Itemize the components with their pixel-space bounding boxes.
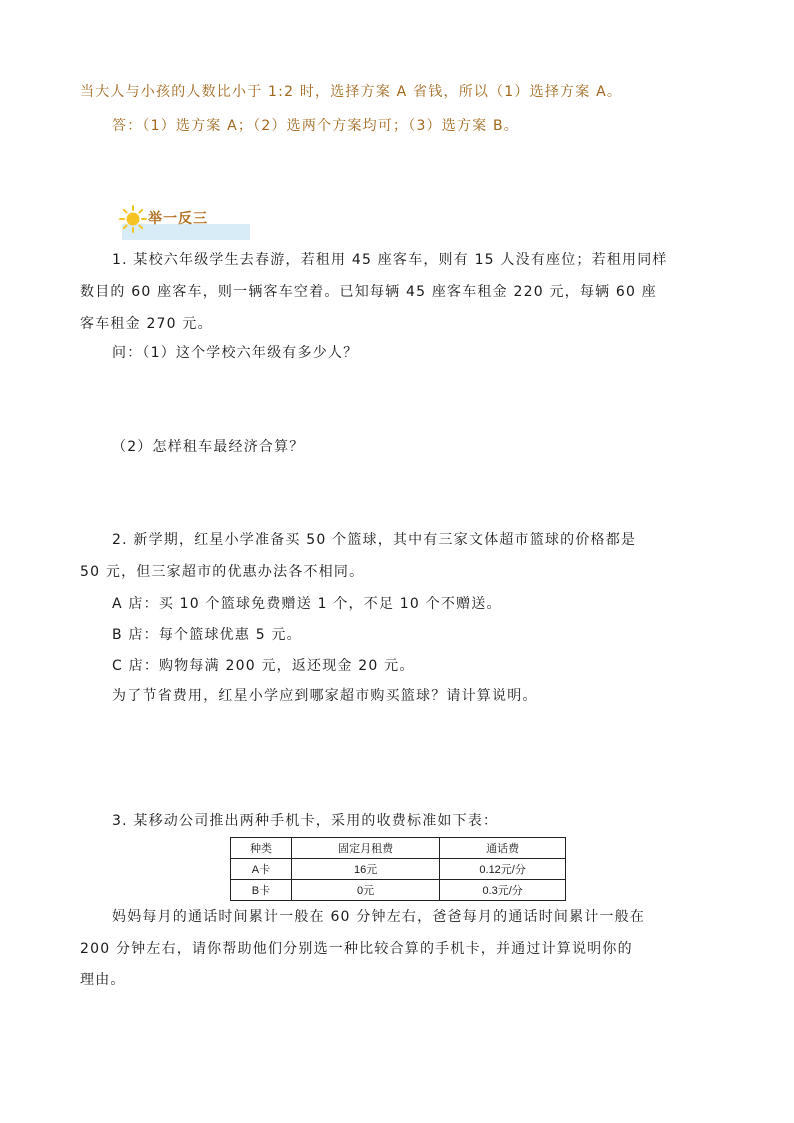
answer-line-1: 当大人与小孩的人数比小于 1:2 时，选择方案 A 省钱，所以（1）选择方案 A。 xyxy=(80,84,623,100)
problem3-line-2: 200 分钟左右，请你帮助他们分别选一种比较合算的手机卡，并通过计算说明你的 xyxy=(80,941,633,957)
table-cell: A卡 xyxy=(231,859,292,880)
problem2-question: 为了节省费用，红星小学应到哪家超市购买篮球？请计算说明。 xyxy=(112,688,538,704)
problem3-line-3: 理由。 xyxy=(80,972,126,988)
table-header-row xyxy=(231,838,566,859)
problem1-question-2: （2）怎样租车最经济合算？ xyxy=(112,439,305,455)
problem3-line-1: 妈妈每月的通话时间累计一般在 60 分钟左右，爸爸每月的通话时间累计一般在 xyxy=(112,909,646,925)
problem2-line-1: 2. 新学期，红星小学准备买 50 个篮球，其中有三家文体超市篮球的价格都是 xyxy=(112,532,637,548)
problem1-line-3: 客车租金 270 元。 xyxy=(80,316,213,332)
table-cell: 16元 xyxy=(291,859,439,880)
problem2-shop-c: C 店：购物每满 200 元，返还现金 20 元。 xyxy=(112,658,415,674)
table-header: 通话费 xyxy=(440,838,566,859)
table-cell: 0.12元/分 xyxy=(440,859,566,880)
banner-title: 举一反三 xyxy=(148,211,208,227)
problem2-line-2: 50 元，但三家超市的优惠办法各不相同。 xyxy=(80,564,365,580)
practice-banner xyxy=(118,204,250,240)
problem2-shop-b: B 店：每个篮球优惠 5 元。 xyxy=(112,627,302,643)
sun-icon xyxy=(118,204,148,234)
table-row xyxy=(231,880,566,901)
table-cell: 0元 xyxy=(291,880,439,901)
problem1-question-1: 问：（1）这个学校六年级有多少人？ xyxy=(112,345,359,361)
problem1-line-2: 数目的 60 座客车，则一辆客车空着。已知每辆 45 座客车租金 220 元，每辆 60 座 xyxy=(80,284,657,300)
table-header: 固定月租费 xyxy=(291,838,439,859)
table-cell: 0.3元/分 xyxy=(440,880,566,901)
problem1-line-1: 1. 某校六年级学生去春游，若租用 45 座客车，则有 15 人没有座位；若租用同样 xyxy=(112,252,668,268)
problem3-intro: 3. 某移动公司推出两种手机卡，采用的收费标准如下表： xyxy=(112,813,499,829)
answer-line-2: 答：（1）选方案 A；（2）选两个方案均可；（3）选方案 B。 xyxy=(112,118,520,134)
table-header: 种类 xyxy=(231,838,292,859)
table-row xyxy=(231,859,566,880)
fee-table xyxy=(230,837,566,901)
problem2-shop-a: A 店：买 10 个篮球免费赠送 1 个，不足 10 个不赠送。 xyxy=(112,596,502,612)
table-cell: B卡 xyxy=(231,880,292,901)
